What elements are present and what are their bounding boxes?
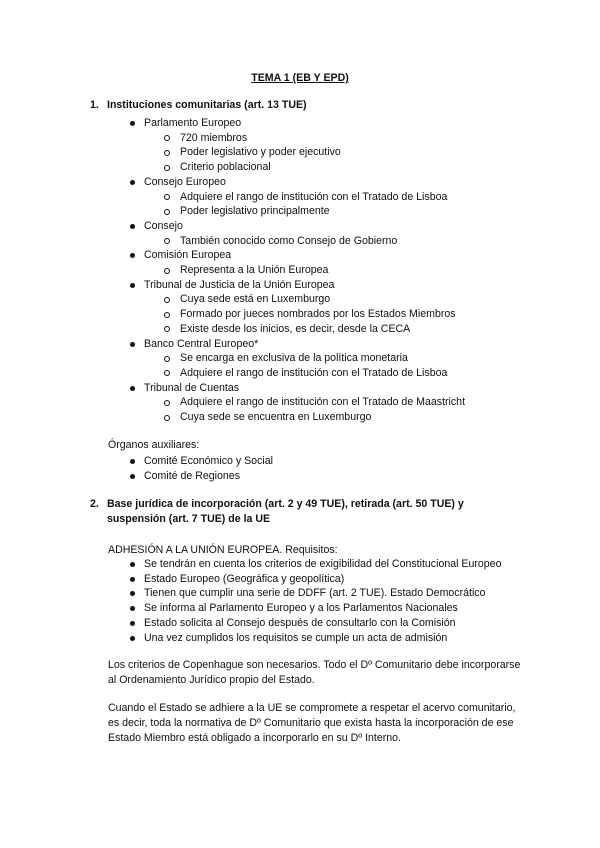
- requirements-list: [126, 557, 501, 645]
- bullet-circle-icon: [164, 415, 170, 421]
- sub-list-item: Existe desde los inicios, es decir, desde la CECA: [144, 322, 465, 337]
- sub-list-item: Cuya sede está en Luxemburgo: [144, 292, 465, 307]
- section-2-number: 2.: [90, 498, 99, 510]
- bullet-dot-icon: [130, 606, 135, 611]
- bullet-circle-icon: [164, 370, 170, 376]
- bullet-circle-icon: [164, 135, 170, 141]
- section-2-title: Base jurídica de incorporación (art. 2 y 49 TUE), retirada (art. 50 TUE) y suspensión (art. 7 TUE) de la UE: [107, 498, 464, 525]
- list-item: Banco Central Europeo* Se encarga en exclusiva de la política monetaria Adquiere el rango de institución con el Tratado de Lisboa: [126, 337, 465, 381]
- bullet-dot-icon: [130, 621, 135, 626]
- section-1-heading: [90, 98, 507, 113]
- copenhagen-paragraph: Los criterios de Copenhague son necesarios. Todo el Dº Comunitario debe incorporarse al Ordenamiento Jurídico propio del Estado.: [108, 659, 521, 686]
- sub-list-item: Formado por jueces nombrados por los Estados Miembros: [144, 307, 465, 322]
- bullet-dot-icon: [130, 224, 135, 229]
- bullet-circle-icon: [164, 400, 170, 406]
- bullet-circle-icon: [164, 312, 170, 318]
- list-item: Estado solicita al Consejo después de consultarlo con la Comisión: [126, 616, 501, 631]
- list-item: Parlamento Europeo 720 miembros Poder legislativo y poder ejecutivo Criterio poblacional: [126, 116, 465, 175]
- bullet-circle-icon: [164, 194, 170, 200]
- bullet-dot-icon: [130, 342, 135, 347]
- auxiliary-heading: Órganos auxiliares:: [108, 439, 200, 451]
- list-item: Comité de Regiones: [126, 469, 273, 484]
- sub-list: [144, 234, 465, 249]
- bullet-circle-icon: [164, 165, 170, 171]
- bullet-dot-icon: [130, 283, 135, 288]
- sub-list-item: Criterio poblacional: [144, 160, 465, 175]
- sub-list-item: 720 miembros: [144, 131, 465, 146]
- list-item: Tribunal de Justicia de la Unión Europea Cuya sede está en Luxemburgo Formado por jueces nombrados por los Estados Miembros Existe desde los inicios, es decir, desde la CECA: [126, 278, 465, 337]
- section-1-title: Instituciones comunitarias (art. 13 TUE): [107, 99, 307, 111]
- sub-list-item: Representa a la Unión Europea: [144, 263, 465, 278]
- bullet-circle-icon: [164, 150, 170, 156]
- list-item: Consejo También conocido como Consejo de Gobierno: [126, 219, 465, 248]
- bullet-dot-icon: [130, 459, 135, 464]
- sub-list-item: Adquiere el rango de institución con el Tratado de Lisboa: [144, 366, 465, 381]
- sub-list-item: También conocido como Consejo de Gobierno: [144, 234, 465, 249]
- bullet-dot-icon: [130, 591, 135, 596]
- list-item: Consejo Europeo Adquiere el rango de institución con el Tratado de Lisboa Poder legislativo principalmente: [126, 175, 465, 219]
- adhesion-subheading: ADHESIÓN A LA UNIÓN EUROPEA. Requisitos:: [108, 544, 338, 556]
- bullet-dot-icon: [130, 386, 135, 391]
- list-item: Tienen que cumplir una serie de DDFF (art. 2 TUE). Estado Democrático: [126, 586, 501, 601]
- bullet-circle-icon: [164, 238, 170, 244]
- sub-list-item: Adquiere el rango de institución con el Tratado de Maastricht: [144, 395, 465, 410]
- acervo-paragraph: Cuando el Estado se adhiere a la UE se compromete a respetar el acervo comunitario, es decir, toda la normativa de Dº Comunitario que exista hasta la incorporación de ese Estado Miembro está obligado a incorporarlo en su Dº Interno.: [108, 702, 516, 744]
- sub-list-item: Cuya sede se encuentra en Luxemburgo: [144, 410, 465, 425]
- auxiliary-list: [126, 454, 273, 483]
- sub-list: [144, 263, 465, 278]
- list-item: Se tendrán en cuenta los criterios de exigibilidad del Constitucional Europeo: [126, 557, 501, 572]
- list-item: Tribunal de Cuentas Adquiere el rango de institución con el Tratado de Maastricht Cuya sede se encuentra en Luxemburgo: [126, 381, 465, 425]
- sub-list: [144, 351, 465, 380]
- bullet-dot-icon: [130, 562, 135, 567]
- document-title: TEMA 1 (EB Y EPD): [251, 72, 349, 84]
- bullet-circle-icon: [164, 326, 170, 332]
- sub-list-item: Se encarga en exclusiva de la política monetaria: [144, 351, 465, 366]
- bullet-dot-icon: [130, 121, 135, 126]
- sub-list-item: Adquiere el rango de institución con el Tratado de Lisboa: [144, 190, 465, 205]
- bullet-circle-icon: [164, 268, 170, 274]
- list-item: Comisión Europea Representa a la Unión Europea: [126, 248, 465, 277]
- sub-list: [144, 190, 465, 219]
- list-item: Una vez cumplidos los requisitos se cumple un acta de admisión: [126, 631, 501, 646]
- sub-list-item: Poder legislativo y poder ejecutivo: [144, 145, 465, 160]
- bullet-dot-icon: [130, 474, 135, 479]
- bullet-circle-icon: [164, 356, 170, 362]
- bullet-dot-icon: [130, 577, 135, 582]
- bullet-circle-icon: [164, 297, 170, 303]
- list-item: Estado Europeo (Geográfica y geopolítica): [126, 572, 501, 587]
- sub-list: [144, 131, 465, 175]
- list-item: Comité Económico y Social: [126, 454, 273, 469]
- sub-list: [144, 292, 465, 336]
- sub-list: [144, 395, 465, 424]
- section-1-number: 1.: [90, 99, 99, 111]
- section-2-heading: [90, 497, 507, 527]
- sub-list-item: Poder legislativo principalmente: [144, 204, 465, 219]
- institutions-list: [126, 116, 465, 425]
- bullet-dot-icon: [130, 253, 135, 258]
- bullet-circle-icon: [164, 209, 170, 215]
- list-item: Se informa al Parlamento Europeo y a los Parlamentos Nacionales: [126, 601, 501, 616]
- bullet-dot-icon: [130, 636, 135, 641]
- bullet-dot-icon: [130, 180, 135, 185]
